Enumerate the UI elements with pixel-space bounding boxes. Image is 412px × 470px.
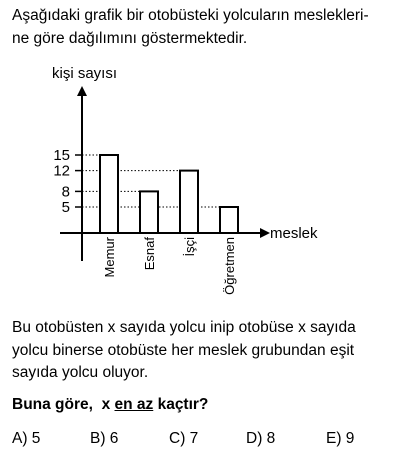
x-category-label: Memur xyxy=(102,237,117,278)
y-axis-arrow xyxy=(77,86,87,96)
bar-4 xyxy=(220,207,238,233)
y-axis-label: kişi sayısı xyxy=(52,65,118,82)
para-line-1: Bu otobüsten x sayıda yolcu inip otobüse x sayıda xyxy=(12,319,356,336)
x-axis-label: meslek xyxy=(270,225,318,242)
bar-chart xyxy=(0,58,412,308)
y-tick-label: 8 xyxy=(61,183,70,201)
option-d[interactable]: D) 8 xyxy=(246,430,276,447)
x-category-label: Esnaf xyxy=(142,237,157,271)
y-tick-label: 15 xyxy=(53,147,70,164)
chart-axes xyxy=(60,86,270,261)
option-c[interactable]: C) 7 xyxy=(169,430,199,447)
prompt-emphasis: en az xyxy=(114,396,154,413)
para-line-3: sayıda yolcu oluyor. xyxy=(12,364,149,381)
prompt-part-2: kaçtır? xyxy=(153,396,209,413)
x-axis-arrow xyxy=(260,228,270,238)
x-category-label: Öğretmen xyxy=(222,237,237,295)
intro-line-1: Aşağıdaki grafik bir otobüsteki yolcuların meslekleri- xyxy=(12,7,369,24)
option-a[interactable]: A) 5 xyxy=(12,430,41,447)
option-e[interactable]: E) 9 xyxy=(326,430,355,447)
prompt-part-1: Buna göre, x xyxy=(12,396,115,413)
chart-bars xyxy=(100,155,238,233)
bar-3 xyxy=(180,171,198,233)
question-prompt xyxy=(12,396,208,414)
x-category-label: İşçi xyxy=(182,237,197,257)
option-b[interactable]: B) 6 xyxy=(90,430,119,447)
chart-ticks xyxy=(53,147,82,216)
y-tick-label: 5 xyxy=(61,199,70,216)
chart-x-labels xyxy=(102,236,237,294)
intro-line-2: ne göre dağılımını göstermektedir. xyxy=(12,30,248,47)
y-tick-label: 12 xyxy=(53,162,70,180)
para-line-2: yolcu binerse otobüste her meslek grubundan eşit xyxy=(12,341,355,359)
question-paragraph xyxy=(12,317,404,385)
bar-1 xyxy=(100,155,118,233)
question-intro xyxy=(12,4,404,50)
bar-2 xyxy=(140,191,158,233)
